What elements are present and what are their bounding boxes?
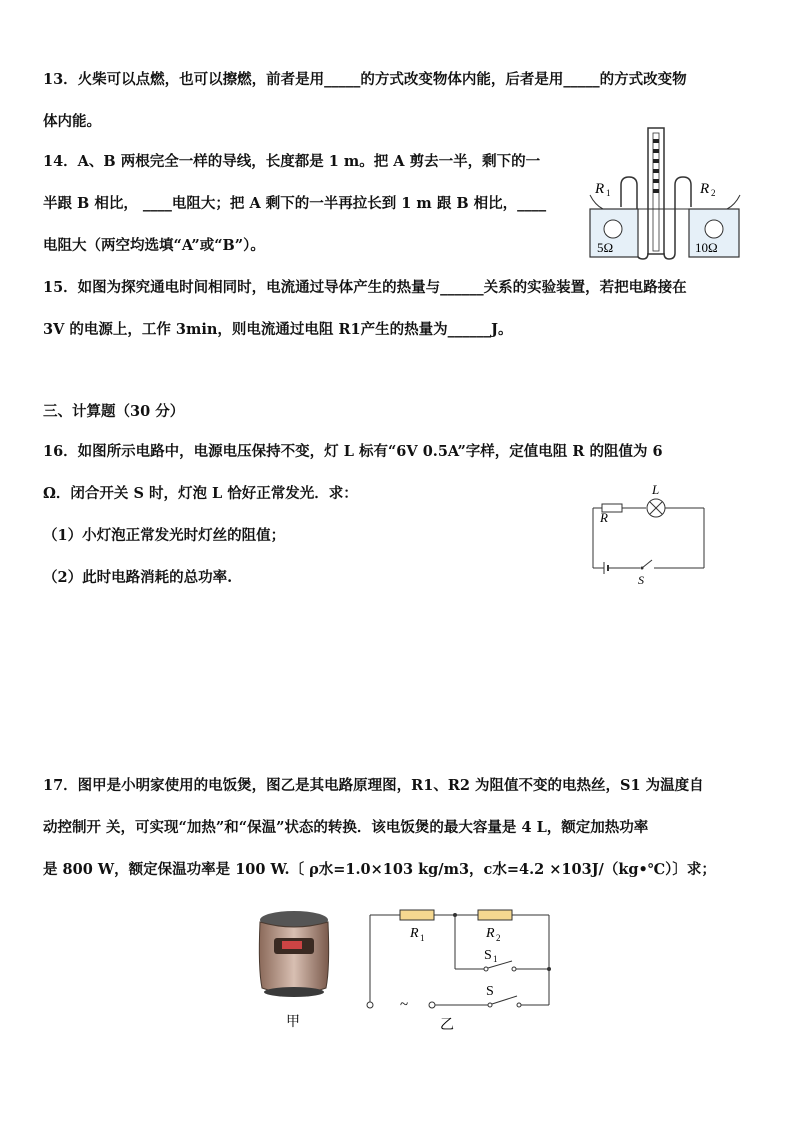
q14-line3: 电阻大（两空均选填“A”或“B”）。 [43,237,265,254]
q17-line2: 动控制开 关，可实现“加热”和“保温”状态的转换．该电饭煲的最大容量是 4 L，额定加热功率 [43,819,649,836]
q16-line2: Ω．闭合开关 S 时，灯泡 L 恰好正常发光．求： [43,485,358,502]
r2-value: 10Ω [695,240,718,255]
r2-label: R [700,181,710,197]
q15-line1: 15．如图为探究通电时间相同时，电流通过导体产生的热量与______关系的实验装置，若把电路接在 [43,279,687,296]
label-jia: 甲 [286,1015,300,1030]
r1-value: 5Ω [597,240,614,255]
r1-sub: 1 [420,933,425,943]
s-label: S [486,984,494,999]
q15-line2: 3V 的电源上，工作 3min，则电流通过电阻 R1产生的热量为______J。 [43,321,513,338]
s1-label: S [484,948,492,963]
q16-line3: （1）小灯泡正常发光时灯丝的阻值； [43,527,286,544]
r1-label: R [595,181,605,197]
q16-line4: （2）此时电路消耗的总功率. [43,569,233,586]
ac-symbol: ~ [400,997,409,1013]
q13-line2: 体内能。 [43,113,101,130]
r2-label: R [486,926,495,941]
s1-sub: 1 [493,954,498,964]
r1-sub: 1 [606,188,611,198]
q14-line1: 14．A、B 两根完全一样的导线，长度都是 1 m。把 A 剪去一半，剩下的一 [43,153,541,170]
q14-line2: 半跟 B 相比， ____电阻大；把 A 剩下的一半再拉长到 1 m 跟 B 相比，____ [43,195,547,212]
rice-cooker-circuit-figure [362,905,562,1035]
heating-experiment-figure [585,125,745,265]
resistor-label: R [600,510,608,525]
r2-sub: 2 [711,188,716,198]
q17-line3: 是 800 W，额定保温功率是 100 W.〔 ρ水=1.0×103 kg/m3，c水=4.2 ×103J/（kg•℃）〕求； [43,861,716,878]
r2-sub: 2 [496,933,501,943]
q13-line1: 13．火柴可以点燃，也可以擦燃，前者是用_____的方式改变物体内能，后者是用_____的方式改变物 [43,71,687,88]
rice-cooker-figure [254,908,334,1033]
switch-label: S [638,573,644,587]
q17-line1: 17．图甲是小明家使用的电饭煲，图乙是其电路原理图，R1、R2 为阻值不变的电热丝，S1 为温度自 [43,777,704,794]
lamp-circuit-figure [588,480,713,590]
lamp-label: L [652,482,660,497]
section-title: 三、计算题（30 分） [43,403,185,420]
r1-label: R [410,926,419,941]
label-yi: 乙 [440,1018,454,1033]
q16-line1: 16．如图所示电路中，电源电压保持不变，灯 L 标有“6V 0.5A”字样，定值电阻 R 的阻值为 6 [43,443,663,460]
